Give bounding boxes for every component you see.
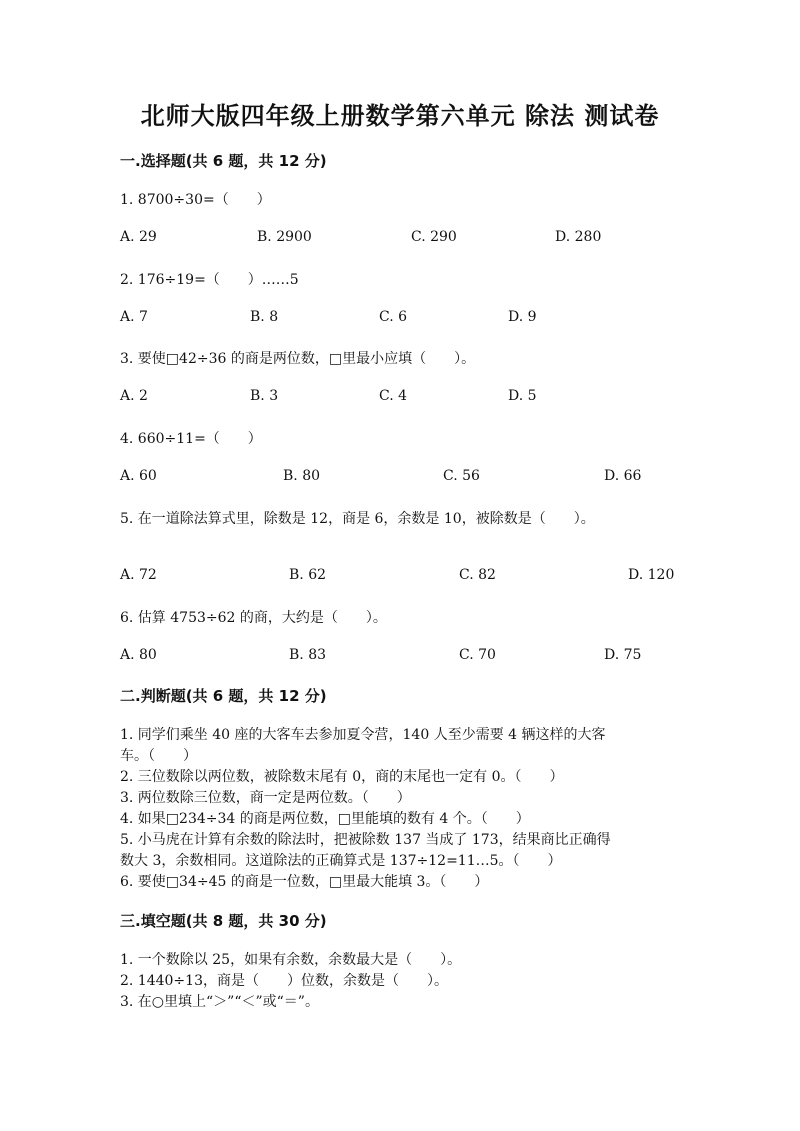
judgement-line: 5. 小马虎在计算有余数的除法时，把被除数 137 当成了 173，结果商比正确得	[120, 832, 611, 848]
option-b[interactable]: B. 2900	[257, 229, 312, 245]
option-d[interactable]: D. 66	[604, 468, 642, 484]
option-d[interactable]: D. 75	[604, 647, 642, 663]
option-a[interactable]: A. 2	[120, 388, 148, 404]
option-d[interactable]: D. 5	[508, 388, 537, 404]
option-b[interactable]: B. 83	[289, 647, 327, 663]
question-6: 6. 估算 4753÷62 的商，大约是（ ）。	[120, 610, 387, 626]
question-2: 2. 176÷19=（ ）……5	[120, 272, 299, 288]
fill-line: 3. 在○里填上“＞”“＜”或“＝”。	[120, 994, 319, 1010]
question-5: 5. 在一道除法算式里，除数是 12，商是 6，余数是 10，被除数是（ ）。	[120, 511, 595, 527]
judgement-line: 6. 要使□34÷45 的商是一位数，□里最大能填 3。（ ）	[120, 874, 489, 890]
section-heading-judgement: 二.判断题(共 6 题，共 12 分)	[120, 687, 327, 705]
judgement-line: 车。（ ）	[120, 748, 197, 764]
judgement-line: 4. 如果□234÷34 的商是两位数，□里能填的数有 4 个。（ ）	[120, 811, 530, 827]
fill-line: 2. 1440÷13，商是（ ）位数，余数是（ ）。	[120, 973, 448, 989]
option-a[interactable]: A. 60	[120, 468, 157, 484]
option-c[interactable]: C. 290	[411, 229, 457, 245]
option-c[interactable]: C. 70	[459, 647, 496, 663]
judgement-line: 数大 3，余数相同。这道除法的正确算式是 137÷12=11…5。（ ）	[120, 853, 562, 869]
judgement-line: 1. 同学们乘坐 40 座的大客车去参加夏令营，140 人至少需要 4 辆这样的大客	[120, 727, 606, 743]
section-heading-fill: 三.填空题(共 8 题，共 30 分)	[120, 912, 327, 930]
question-3: 3. 要使□42÷36 的商是两位数，□里最小应填（ ）。	[120, 351, 476, 367]
option-c[interactable]: C. 56	[443, 468, 480, 484]
option-b[interactable]: B. 80	[283, 468, 321, 484]
option-b[interactable]: B. 62	[289, 567, 327, 583]
question-4: 4. 660÷11=（ ）	[120, 431, 262, 447]
judgement-line: 3. 两位数除三位数，商一定是两位数。（ ）	[120, 790, 411, 806]
option-b[interactable]: B. 3	[250, 388, 279, 404]
option-a[interactable]: A. 80	[120, 647, 157, 663]
section-heading-choice: 一.选择题(共 6 题，共 12 分)	[120, 152, 327, 170]
option-d[interactable]: D. 9	[508, 309, 537, 325]
option-c[interactable]: C. 82	[459, 567, 496, 583]
judgement-line: 2. 三位数除以两位数，被除数末尾有 0，商的末尾也一定有 0。（ ）	[120, 769, 564, 785]
option-b[interactable]: B. 8	[250, 309, 279, 325]
option-a[interactable]: A. 29	[120, 229, 157, 245]
page-title: 北师大版四年级上册数学第六单元 除法 测试卷	[140, 102, 660, 130]
option-d[interactable]: D. 280	[555, 229, 602, 245]
option-a[interactable]: A. 7	[120, 309, 148, 325]
option-a[interactable]: A. 72	[120, 567, 157, 583]
fill-line: 1. 一个数除以 25，如果有余数，余数最大是（ ）。	[120, 952, 462, 968]
option-d[interactable]: D. 120	[628, 567, 675, 583]
option-c[interactable]: C. 4	[379, 388, 408, 404]
question-1: 1. 8700÷30=（ ）	[120, 192, 271, 208]
option-c[interactable]: C. 6	[379, 309, 408, 325]
